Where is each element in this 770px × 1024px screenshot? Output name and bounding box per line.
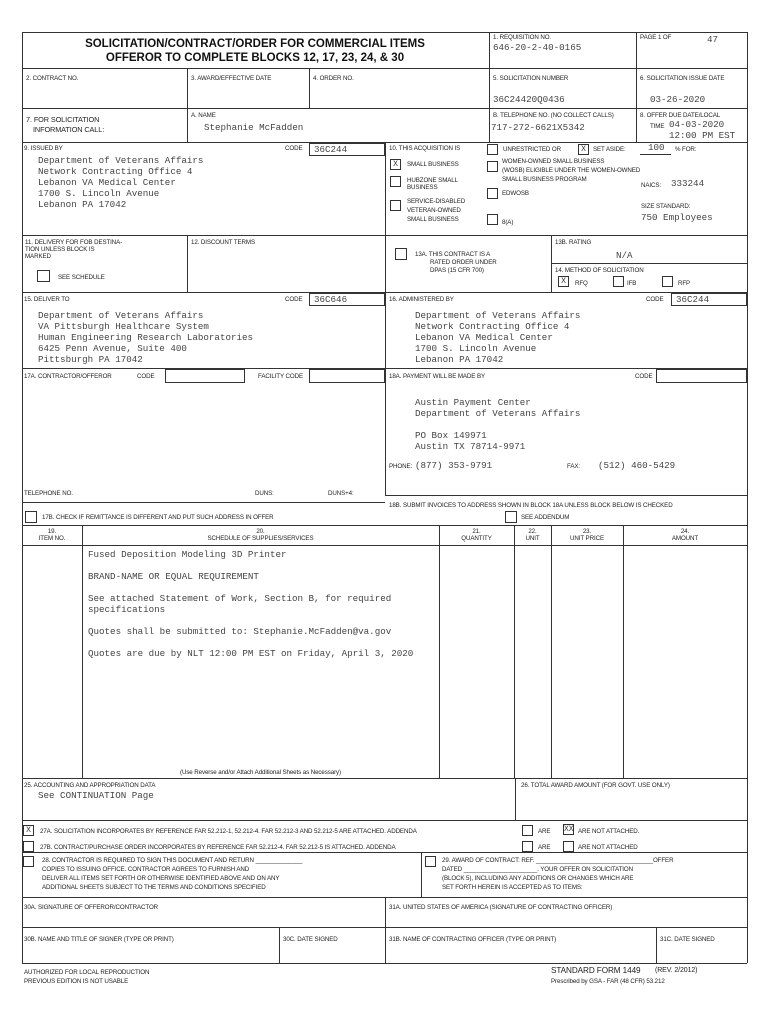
edwosb-label: EDWOSB	[502, 190, 529, 197]
addendum-checkbox[interactable]	[505, 511, 517, 523]
address-line: Austin Payment Center	[415, 397, 531, 408]
payment-label: 18A. PAYMENT WILL BE MADE BY	[389, 373, 485, 380]
address-line: Department of Veterans Affairs	[38, 155, 204, 166]
col-quantity: QUANTITY	[461, 535, 492, 542]
name-label: A. NAME	[191, 112, 216, 119]
issued-code: 36C244	[314, 144, 348, 155]
sdvosb-label: SMALL BUSINESS	[407, 216, 459, 223]
27a-are-not-checkbox[interactable]: XX	[564, 825, 574, 834]
solicitation-date-value[interactable]: 03-26-2020	[650, 94, 706, 105]
deliver-to-label: 15. DELIVER TO	[24, 296, 70, 303]
address-line: Lebanon VA Medical Center	[415, 332, 553, 343]
unrestricted-label: UNRESTRICTED OR	[503, 146, 561, 153]
address-line: Department of Veterans Affairs	[38, 310, 204, 321]
address-line: Lebanon PA 17042	[415, 354, 504, 365]
address-line: Lebanon PA 17042	[38, 199, 127, 210]
hubzone-label: BUSINESS	[407, 184, 438, 191]
clause-27a-label: 27A. SOLICITATION INCORPORATES BY REFERENCE FAR 52.212-1, 52.212-4. FAR 52.212-3 AND 52.212-5 ARE ATTACHED. ADDENDA	[40, 828, 417, 835]
name-value[interactable]: Stephanie McFadden	[204, 122, 304, 133]
address-line: PO Box 149971	[415, 430, 487, 441]
col-unit-num: 22.	[528, 528, 537, 535]
duns-label: DUNS:	[255, 490, 274, 497]
accounting-label: 25. ACCOUNTING AND APPROPRIATION DATA	[24, 782, 156, 789]
eight-a-label: 8(A)	[502, 219, 514, 226]
payment-code-field[interactable]	[656, 369, 747, 383]
solicitation-date-label: 6. SOLICITATION ISSUE DATE	[640, 75, 725, 82]
fax-label: FAX:	[567, 463, 581, 470]
naics-value[interactable]: 333244	[671, 178, 705, 189]
wosb-checkbox[interactable]	[487, 161, 498, 172]
unrestricted-checkbox[interactable]	[487, 144, 498, 155]
signature-co-label: 31A. UNITED STATES OF AMERICA (SIGNATURE OF CONTRACTING OFFICER)	[389, 904, 613, 911]
col-amount: AMOUNT	[671, 535, 699, 542]
telephone-label: B. TELEPHONE NO. (NO COLLECT CALLS)	[493, 112, 614, 119]
col-amount-num: 24.	[680, 528, 690, 535]
rated-order-label: RATED ORDER UNDER	[430, 259, 497, 266]
block-29-line: (BLOCK 5), INCLUDING ANY ADDITIONS OR CHANGES WHICH ARE	[442, 875, 634, 882]
address-line: Human Engineering Research Laboratories	[38, 332, 254, 343]
footer-revision: (REV. 2/2012)	[655, 967, 698, 974]
naics-label: NAICS:	[641, 182, 662, 189]
delivery-label: TION UNLESS BLOCK IS	[25, 246, 95, 253]
eight-a-checkbox[interactable]	[487, 214, 498, 225]
deliver-code-label: CODE	[285, 296, 303, 303]
address-line: 1700 S. Lincoln Avenue	[38, 188, 160, 199]
page-total: 47	[707, 34, 719, 45]
remittance-label: 17B. CHECK IF REMITTANCE IS DIFFERENT AND PUT SUCH ADDRESS IN OFFER	[42, 514, 274, 521]
offer-due-time[interactable]: 12:00 PM EST	[669, 130, 736, 141]
address-line: Department of Veterans Affairs	[415, 408, 581, 419]
small-business-label: SMALL BUSINESS	[407, 161, 459, 168]
27a-are-not-label: ARE NOT ATTACHED.	[578, 828, 640, 835]
rated-order-label: 13A. THIS CONTRACT IS A	[415, 251, 491, 258]
signature-offeror-label: 30A. SIGNATURE OF OFFEROR/CONTRACTOR	[24, 904, 159, 911]
col-item-no-num: 19.	[47, 528, 57, 535]
address-line: Department of Veterans Affairs	[415, 310, 581, 321]
date-signed-31c-label: 31C. DATE SIGNED	[660, 936, 715, 943]
form-title: SOLICITATION/CONTRACT/ORDER FOR COMMERCIAL ITEMS	[85, 38, 425, 50]
delivery-label: 11. DELIVERY FOR FOB DESTINA-	[25, 239, 123, 246]
discount-terms-label: 12. DISCOUNT TERMS	[191, 239, 255, 246]
total-award-label: 26. TOTAL AWARD AMOUNT (FOR GOVT. USE ONLY)	[521, 782, 670, 789]
rfq-checkbox[interactable]: X	[558, 276, 569, 287]
address-line: Pittsburgh PA 17042	[38, 354, 143, 365]
set-aside-label: SET ASIDE:	[593, 146, 626, 153]
administered-by-label: 16. ADMINISTERED BY	[389, 296, 454, 303]
accounting-value[interactable]: See CONTINUATION Page	[38, 790, 154, 801]
ifb-checkbox[interactable]	[613, 276, 624, 287]
rfp-label: RFP	[678, 280, 691, 287]
block-28-line: DELIVER ALL ITEMS SET FORTH OR OTHERWISE IDENTIFIED ABOVE AND ON ANY	[42, 875, 280, 882]
col-item-no: ITEM NO.	[38, 535, 66, 542]
offer-due-time-label: TIME	[650, 123, 665, 130]
requisition-value[interactable]: 646-20-2-40-0165	[493, 42, 582, 53]
phone-label: PHONE:	[389, 463, 413, 470]
co-name-label: 31B. NAME OF CONTRACTING OFFICER (TYPE OR PRINT)	[389, 936, 557, 943]
admin-code-label: CODE	[646, 296, 664, 303]
contractor-code-label: CODE	[137, 373, 155, 380]
solicitation-number-label: 5. SOLICITATION NUMBER	[493, 75, 569, 82]
contract-no-label: 2. CONTRACT NO.	[26, 75, 79, 82]
duns4-label: DUNS+4:	[328, 490, 354, 497]
wosb-label: (WOSB) ELIGIBLE UNDER THE WOMEN-OWNED	[502, 167, 641, 174]
27b-are-checkbox[interactable]	[522, 841, 533, 852]
footer-reproduction: AUTHORIZED FOR LOCAL REPRODUCTION	[24, 969, 150, 976]
schedule-line: Quotes are due by NLT 12:00 PM EST on Friday, April 3, 2020	[88, 648, 414, 659]
27a-are-label: ARE	[538, 828, 551, 835]
payment-phone[interactable]: (877) 353-9791	[415, 460, 493, 471]
address-line: 1700 S. Lincoln Avenue	[415, 343, 537, 354]
percent-for-label: % FOR:	[675, 146, 697, 153]
wosb-label: WOMEN-OWNED SMALL BUSINESS	[502, 158, 605, 165]
col-unit: UNIT	[525, 535, 540, 542]
admin-code-box[interactable]	[671, 293, 747, 306]
27a-are-checkbox[interactable]	[522, 825, 533, 836]
block-29-checkbox[interactable]	[425, 856, 436, 867]
footer-form-number: STANDARD FORM 1449	[551, 966, 641, 975]
award-date-label: 3. AWARD/EFFECTIVE DATE	[191, 75, 272, 82]
size-standard-label: SIZE STANDARD:	[641, 203, 691, 210]
rfp-checkbox[interactable]	[662, 276, 673, 287]
offer-due-date[interactable]: 04-03-2020	[669, 119, 725, 130]
block-28-line: ADDITIONAL SHEETS SUBJECT TO THE TERMS AND CONDITIONS SPECIFIED	[42, 884, 266, 891]
schedule-footnote: (Use Reverse and/or Attach Additional Sheets as Necessary)	[179, 769, 341, 776]
deliver-code-box[interactable]	[309, 293, 385, 306]
footer-previous-edition: PREVIOUS EDITION IS NOT USABLE	[24, 978, 129, 985]
payment-fax[interactable]: (512) 460-5429	[598, 460, 676, 471]
see-schedule-label: SEE SCHEDULE	[58, 274, 105, 281]
sdvosb-checkbox[interactable]	[390, 200, 401, 211]
order-no-label: 4. ORDER NO.	[313, 75, 354, 82]
hubzone-label: HUBZONE SMALL	[407, 177, 458, 184]
delivery-label: MARKED	[25, 253, 51, 260]
contractor-label: 17A. CONTRACTOR/OFFEROR	[24, 373, 112, 380]
date-signed-30c-label: 30C. DATE SIGNED	[283, 936, 338, 943]
rated-order-checkbox[interactable]	[395, 248, 407, 260]
sdvosb-label: SERVICE-DISABLED	[407, 198, 466, 205]
rating-label: 13B. RATING	[555, 239, 592, 246]
address-line: VA Pittsburgh Healthcare System	[38, 321, 209, 332]
addendum-label: SEE ADDENDUM	[521, 514, 570, 521]
admin-code: 36C244	[676, 294, 710, 305]
schedule-line: Fused Deposition Modeling 3D Printer	[88, 549, 287, 560]
schedule-line: Quotes shall be submitted to: Stephanie.McFadden@va.gov	[88, 626, 392, 637]
signer-name-label: 30B. NAME AND TITLE OF SIGNER (TYPE OR PRINT)	[24, 936, 174, 943]
address-line: Lebanon VA Medical Center	[38, 177, 176, 188]
block-29-line: SET FORTH HEREIN IS ACCEPTED AS TO ITEMS:	[442, 884, 583, 891]
page-label: PAGE 1 OF	[640, 34, 672, 41]
edwosb-checkbox[interactable]	[487, 188, 498, 199]
block-29-line: DATED ______________________. YOUR OFFER ON SOLICITATION	[442, 866, 633, 873]
27b-are-not-label: ARE NOT ATTACHED	[578, 844, 638, 851]
info-call-label-1: 7. FOR SOLICITATION	[26, 115, 100, 124]
schedule-line: specifications	[88, 604, 166, 615]
payment-code-label: CODE	[635, 373, 653, 380]
address-line: Network Contracting Office 4	[38, 166, 193, 177]
rating-value[interactable]: N/A	[616, 250, 633, 261]
col-quantity-num: 21.	[472, 528, 481, 535]
see-schedule-checkbox[interactable]	[37, 270, 50, 282]
address-line: Austin TX 78714-9971	[415, 441, 526, 452]
schedule-line: See attached Statement of Work, Section B, for required	[88, 593, 392, 604]
col-schedule: SCHEDULE OF SUPPLIES/SERVICES	[207, 535, 314, 542]
facility-code-field[interactable]	[309, 369, 385, 383]
ifb-label: IFB	[627, 280, 637, 287]
clause-27a-checkbox[interactable]: X	[23, 825, 34, 836]
address-line: Network Contracting Office 4	[415, 321, 570, 332]
offer-due-label: 8. OFFER DUE DATE/LOCAL	[640, 112, 721, 119]
rated-order-label: DPAS (15 CFR 700)	[430, 267, 484, 274]
clause-27b-label: 27B. CONTRACT/PURCHASE ORDER INCORPORATES BY REFERENCE FAR 52.212-4. FAR 52.212-5 IS ATTACHED. ADDENDA	[40, 844, 396, 851]
acquisition-label: 10. THIS ACQUISITION IS	[389, 145, 461, 152]
clause-27b-checkbox[interactable]	[23, 841, 34, 852]
address-line: 6425 Penn Avenue, Suite 400	[38, 343, 187, 354]
block-29-line: 29. AWARD OF CONTRACT: REF. ___________________________________OFFER	[442, 857, 674, 864]
block-28-line: 28. CONTRACTOR IS REQUIRED TO SIGN THIS DOCUMENT AND RETURN ______________	[42, 857, 303, 864]
block-28-line: COPIES TO ISSUING OFFICE. CONTRACTOR AGREES TO FURNISH AND	[42, 866, 250, 873]
27b-are-not-checkbox[interactable]	[563, 841, 574, 852]
solicitation-number-value[interactable]: 36C24420Q0436	[493, 94, 565, 105]
issued-code-box[interactable]	[309, 143, 385, 156]
method-label: 14. METHOD OF SOLICITATION	[555, 267, 644, 274]
deliver-code: 36C646	[314, 294, 348, 305]
invoice-label: 18B. SUBMIT INVOICES TO ADDRESS SHOWN IN BLOCK 18A UNLESS BLOCK BELOW IS CHECKED	[389, 502, 673, 509]
set-aside-checkbox[interactable]: X	[578, 144, 589, 155]
col-unit-price-num: 23.	[582, 528, 592, 535]
telephone-no-label: TELEPHONE NO.	[24, 490, 73, 497]
remittance-checkbox[interactable]	[25, 511, 37, 523]
col-unit-price: UNIT PRICE	[570, 535, 604, 542]
issued-code-label: CODE	[285, 145, 303, 152]
info-call-label-2: INFORMATION CALL:	[33, 125, 105, 134]
schedule-line: BRAND-NAME OR EQUAL REQUIREMENT	[88, 571, 259, 582]
footer-prescribed: Prescribed by GSA - FAR (48 CFR) 53.212	[551, 978, 665, 985]
rfq-label: RFQ	[575, 280, 588, 287]
small-business-checkbox[interactable]: X	[390, 159, 401, 170]
hubzone-checkbox[interactable]	[390, 176, 401, 187]
block-28-checkbox[interactable]	[23, 856, 34, 867]
telephone-value[interactable]: 717-272-6621X5342	[491, 122, 585, 133]
27b-are-label: ARE	[538, 844, 551, 851]
requisition-label: 1. REQUISITION NO.	[493, 34, 552, 41]
wosb-label: SMALL BUSINESS PROGRAM	[502, 176, 587, 183]
facility-code-label: FACILITY CODE	[258, 373, 304, 380]
issued-by-label: 9. ISSUED BY	[24, 145, 63, 152]
size-standard-value[interactable]: 750 Employees	[641, 212, 713, 223]
sdvosb-label: VETERAN-OWNED	[407, 207, 461, 214]
set-aside-percent[interactable]: 100	[648, 142, 665, 153]
contractor-code-field[interactable]	[165, 369, 245, 383]
form-subtitle: OFFEROR TO COMPLETE BLOCKS 12, 17, 23, 24, & 30	[105, 52, 405, 64]
col-schedule-num: 20.	[256, 528, 265, 535]
